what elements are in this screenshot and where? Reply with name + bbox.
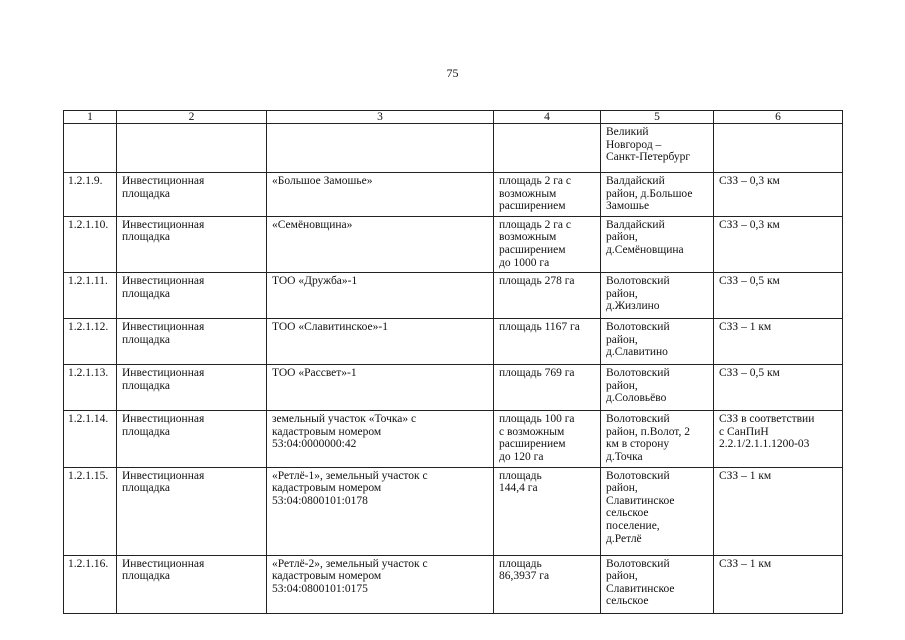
object-name-cell: «Большое Замошье» — [267, 173, 494, 217]
sanitary-zone-cell: СЗЗ – 0,5 км — [714, 365, 843, 411]
column-number-header: 6 — [714, 111, 843, 124]
table-row — [64, 124, 843, 173]
object-name-cell: «Ретлё-2», земельный участок с кадастровым номером 53:04:0800101:0175 — [267, 555, 494, 613]
sanitary-zone-cell: СЗЗ в соответствии с СанПиН 2.2.1/2.1.1.1200-03 — [714, 411, 843, 467]
location-cell: Волотовский район, п.Волот, 2 км в сторону д.Точка — [601, 411, 714, 467]
column-number-header: 2 — [117, 111, 267, 124]
table-row — [64, 216, 843, 272]
object-type-cell: Инвестиционная площадка — [117, 365, 267, 411]
object-name-cell — [267, 124, 494, 173]
location-cell: Волотовский район, д.Соловьёво — [601, 365, 714, 411]
table-row — [64, 365, 843, 411]
column-number-header: 4 — [494, 111, 601, 124]
area-cell: площадь 2 га с возможным расширением до 1000 га — [494, 216, 601, 272]
object-type-cell: Инвестиционная площадка — [117, 173, 267, 217]
sanitary-zone-cell: СЗЗ – 1 км — [714, 319, 843, 365]
column-number-header: 3 — [267, 111, 494, 124]
table-row — [64, 467, 843, 555]
location-cell: Волотовский район, Славитинское сельское поселение, д.Ретлё — [601, 467, 714, 555]
row-index-cell: 1.2.1.13. — [64, 365, 117, 411]
location-cell: Волотовский район, д.Славитино — [601, 319, 714, 365]
object-type-cell — [117, 124, 267, 173]
area-cell: площадь 278 га — [494, 273, 601, 319]
page-number: 75 — [446, 66, 459, 80]
location-cell: Волотовский район, Славитинское сельское — [601, 555, 714, 613]
area-cell: площадь 144,4 га — [494, 467, 601, 555]
table-row — [64, 319, 843, 365]
object-type-cell: Инвестиционная площадка — [117, 273, 267, 319]
object-name-cell: ТОО «Славитинское»-1 — [267, 319, 494, 365]
table-row — [64, 555, 843, 613]
row-index-cell: 1.2.1.12. — [64, 319, 117, 365]
area-cell: площадь 100 га с возможным расширением до 120 га — [494, 411, 601, 467]
sanitary-zone-cell: СЗЗ – 0,3 км — [714, 173, 843, 217]
area-cell: площадь 769 га — [494, 365, 601, 411]
table-row — [64, 411, 843, 467]
area-cell: площадь 2 га с возможным расширением — [494, 173, 601, 217]
object-name-cell: ТОО «Дружба»-1 — [267, 273, 494, 319]
table-header-row — [64, 111, 843, 124]
sanitary-zone-cell: СЗЗ – 1 км — [714, 555, 843, 613]
row-index-cell: 1.2.1.10. — [64, 216, 117, 272]
row-index-cell: 1.2.1.9. — [64, 173, 117, 217]
object-type-cell: Инвестиционная площадка — [117, 467, 267, 555]
object-name-cell: «Ретлё-1», земельный участок с кадастровым номером 53:04:0800101:0178 — [267, 467, 494, 555]
object-name-cell: «Семёновщина» — [267, 216, 494, 272]
location-cell: Великий Новгород – Санкт-Петербург — [601, 124, 714, 173]
location-cell: Волотовский район, д.Жизлино — [601, 273, 714, 319]
area-cell: площадь 1167 га — [494, 319, 601, 365]
row-index-cell: 1.2.1.15. — [64, 467, 117, 555]
object-type-cell: Инвестиционная площадка — [117, 555, 267, 613]
row-index-cell: 1.2.1.16. — [64, 555, 117, 613]
row-index-cell: 1.2.1.14. — [64, 411, 117, 467]
investment-sites-table — [63, 110, 843, 614]
column-number-header: 5 — [601, 111, 714, 124]
location-cell: Валдайский район, д.Семёновщина — [601, 216, 714, 272]
table-row — [64, 173, 843, 217]
column-number-header: 1 — [64, 111, 117, 124]
location-cell: Валдайский район, д.Большое Замошье — [601, 173, 714, 217]
object-type-cell: Инвестиционная площадка — [117, 411, 267, 467]
row-index-cell: 1.2.1.11. — [64, 273, 117, 319]
object-type-cell: Инвестиционная площадка — [117, 216, 267, 272]
sanitary-zone-cell — [714, 124, 843, 173]
object-name-cell: ТОО «Рассвет»-1 — [267, 365, 494, 411]
table-row — [64, 273, 843, 319]
sanitary-zone-cell: СЗЗ – 0,5 км — [714, 273, 843, 319]
object-type-cell: Инвестиционная площадка — [117, 319, 267, 365]
object-name-cell: земельный участок «Точка» с кадастровым номером 53:04:0000000:42 — [267, 411, 494, 467]
sanitary-zone-cell: СЗЗ – 1 км — [714, 467, 843, 555]
area-cell: площадь 86,3937 га — [494, 555, 601, 613]
sanitary-zone-cell: СЗЗ – 0,3 км — [714, 216, 843, 272]
area-cell — [494, 124, 601, 173]
row-index-cell — [64, 124, 117, 173]
